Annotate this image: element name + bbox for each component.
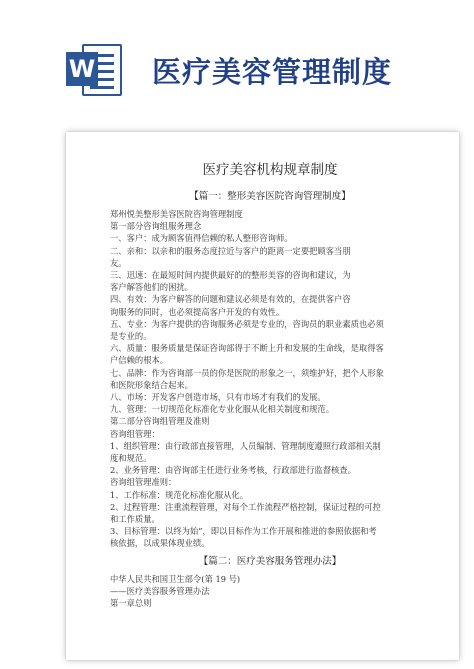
document-line: 二、亲和：以亲和的服务态度拉近与客户的距离一定要把顾客当朋	[110, 245, 351, 256]
document-line: 客户解答他们的困扰。	[110, 282, 193, 293]
section2-heading: 【篇二：医疗美容服务管理办法】	[198, 555, 342, 567]
document-title: 医疗美容机构规章制度	[202, 162, 338, 178]
document-line: 3、目标管理：以终为始”，即以目标作为工作开展和推进的参照依据和考	[110, 526, 377, 537]
document-line: 九、管理：一切规范化标准化专业化服从化相关制度和规范。	[110, 404, 335, 415]
document-line: 和工作质量。	[110, 514, 160, 525]
document-line: 一、客户：成为顾客值得信赖的私人整形咨询师。	[110, 233, 293, 244]
document-line: 七、品牌：作为咨询部一员的你是医院的形象之一，须维护好，把个人形象	[110, 367, 384, 378]
section1-heading: 【篇一：整形美容医院咨询管理制度】	[189, 191, 351, 202]
document-line: 1、组织管理：由行政部直接管理，人员编制、管理制度遵照行政部相关制	[110, 440, 381, 451]
document-line: 2、业务管理：由咨询部主任进行业务考核，行政部进行监督核查。	[110, 465, 356, 476]
document-body	[110, 152, 430, 609]
document-line: 询服务的同时，也必须提高客户开发的有效性。	[110, 306, 285, 317]
section1-body	[110, 208, 430, 550]
document-line: 友。	[110, 257, 127, 268]
document-line: 1、工作标准：规范化标准化服从化。	[110, 489, 249, 500]
document-line: 第二部分咨询组管理及准则	[110, 416, 210, 427]
document-line: 2、过程管理：注重流程管理，对每个工作流程严格控制，保证过程的可控	[110, 501, 381, 512]
document-line: 咨询组管理：	[110, 428, 160, 439]
section2-body	[110, 573, 430, 610]
document-line: 核依据，以成果体现业绩。	[110, 538, 210, 549]
document-line: 第一部分咨询组服务理念	[110, 221, 202, 232]
document-line: 户信赖的根本。	[110, 355, 169, 366]
document-line: 是专业的。	[110, 331, 152, 342]
document-line: 中华人民共和国卫生部令(第 19 号)	[110, 573, 241, 584]
document-line: 五、专业：为客户提供的咨询服务必须是专业的，咨询员的职业素质也必须	[110, 318, 384, 329]
document-line: 四、有效：为客户解答的问题和建议必须是有效的，在提供客户咨	[110, 294, 351, 305]
word-letter-badge: W	[66, 52, 98, 86]
document-line: 咨询组管理准则：	[110, 477, 177, 488]
document-line: 六、质量：服务质量是保证咨询部得于不断上升和发展的生命线，是取得客	[110, 343, 384, 354]
document-line: 第一章总则	[110, 598, 152, 609]
banner-title: 医疗美容管理制度	[152, 55, 393, 89]
document-line: 和医院形象结合起来。	[110, 379, 193, 390]
document-line: 八、市场：开发客户创造市场，只有市场才有我们的发展。	[110, 392, 326, 403]
document-line: 三、迅速：在最短时间内提供最好的的整形美容的咨询和建议，为	[110, 270, 351, 281]
icon-line	[90, 86, 114, 89]
word-document-icon	[66, 42, 124, 98]
document-line: 度和规范。	[110, 453, 152, 464]
document-page	[66, 132, 459, 660]
banner	[0, 0, 474, 120]
document-line: 郑州悦美整形美容医院咨询管理制度	[110, 209, 243, 219]
document-line: ——医疗美容服务管理办法	[110, 585, 210, 596]
